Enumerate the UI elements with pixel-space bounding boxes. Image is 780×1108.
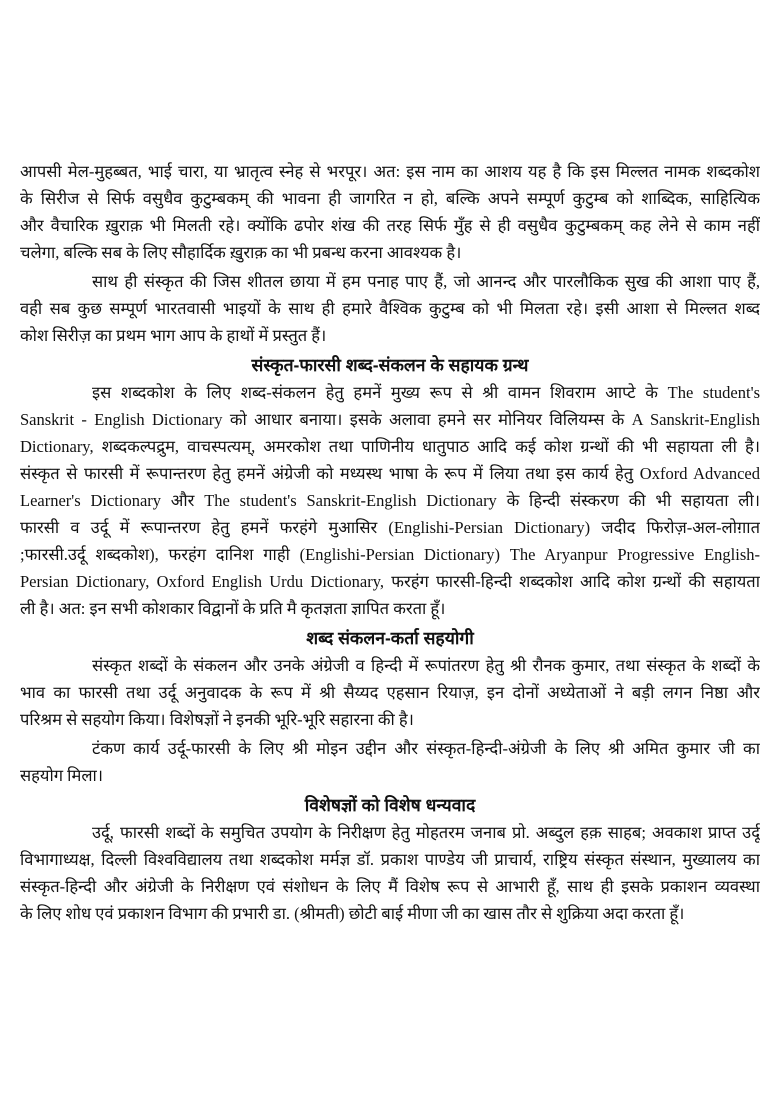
text-line: ली है। अत: इन सभी कोशकार विद्वानों के प्रति मै कृतज्ञता ज्ञापित करता हूँ। (20, 599, 446, 618)
text-line: फारसी व उर्दू में रूपान्तरण हेतु हमनें फरहंगे मुआसिर (Englishi-Persian Dictionary) जदीद फिरोज़-अल-लोग़ात (20, 518, 760, 537)
section-heading: शब्द संकलन-कर्ता सहयोगी (306, 628, 474, 648)
text-line: परिश्रम से सहयोग किया। विशेषज्ञों ने इनकी भूरि-भूरि सहारना की है। (20, 710, 414, 729)
text-line: साथ ही संस्कृत की जिस शीतल छाया में हम पनाह पाए हैं, जो आनन्द और पारलौकिक सुख की आशा पाए हैं, (92, 272, 760, 291)
paragraph (20, 268, 760, 349)
text-line: संस्कृत से फारसी में रूपान्तरण हेतु हमनें अंग्रेजी को मध्यस्थ भाषा के रूप में लिया तथा इस कार्य हेतु Oxford Advanced (20, 464, 760, 483)
section-heading: संस्कृत-फारसी शब्द-संकलन के सहायक ग्रन्थ (251, 355, 529, 375)
text-line: आपसी मेल-मुहब्बत, भाई चारा, या भ्रातृत्व स्नेह से भरपूर। अत: इस नाम का आशय यह है कि इस मिल्लत नामक शब्दकोश (20, 162, 760, 181)
text-line: सहयोग मिला। (20, 766, 104, 785)
paragraph (20, 735, 760, 789)
text-line: संस्कृत शब्दों के संकलन और उनके अंग्रेजी व हिन्दी में रूपांतरण हेतु श्री रौनक कुमार, तथा संस्कृत के शब्दों के (92, 656, 760, 675)
text-line: टंकण कार्य उर्दू-फारसी के लिए श्री मोइन उद्दीन और संस्कृत-हिन्दी-अंग्रेजी के लिए श्री अमित कुमार जी का (92, 739, 760, 758)
section-heading: विशेषज्ञों को विशेष धन्यवाद (304, 795, 476, 815)
text-line: Sanskrit - English Dictionary को आधार बनाया। इसके अलावा हमने सर मोनियर विलियम्स के A Sanskrit-English (20, 410, 760, 429)
text-line: वही सब कुछ सम्पूर्ण भारतवासी भाइयों के साथ ही हमारे वैश्विक कुटुम्ब को भी मिलता रहे। इसी आशा से मिल्लत शब्द (20, 299, 760, 318)
paragraph (20, 652, 760, 733)
paragraph (20, 379, 760, 622)
text-line: संस्कृत-हिन्दी और अंग्रेजी के निरीक्षण एवं संशोधन के लिए मैं विशेष रूप से आभारी हूँ, साथ ही इसके प्रकाशन व्यवस्था (20, 877, 760, 896)
text-line: के लिए शोध एवं प्रकाशन विभाग की प्रभारी डा. (श्रीमती) छोटी बाई मीणा जी का खास तौर से शुक्रिया अदा करता हूँ। (20, 904, 685, 923)
document-page (20, 158, 760, 929)
text-line: के सिरीज से सिर्फ वसुधैव कुटुम्बकम् की भावना ही जागरित न हो, बल्कि अपने सम्पूर्ण कुटुम्ब को शाब्दिक, साहित्यिक (20, 189, 760, 208)
text-line: चलेगा, बल्कि सब के लिए सौहार्दिक ख़ुराक़ का भी प्रबन्ध करना आवश्यक है। (20, 243, 462, 262)
text-line: ;फारसी.उर्दू शब्दकोश), फरहंग दानिश गाही (Englishi-Persian Dictionary) The Aryanpur Progressive English- (20, 545, 760, 564)
text-line: कोश सिरीज़ का प्रथम भाग आप के हाथों में प्रस्तुत हैं। (20, 326, 327, 345)
text-line: Dictionary, शब्दकल्पद्रुम, वाचस्पत्यम्, अमरकोश तथा पाणिनीय धातुपाठ आदि कई कोश ग्रन्थों की भी सहायता ली है। (20, 437, 760, 456)
paragraph (20, 819, 760, 927)
text-line: विभागाध्यक्ष, दिल्ली विश्वविद्यालय तथा शब्दकोश मर्मज्ञ डॉ. प्रकाश पाण्डेय जी प्राचार्य, राष्ट्रिय संस्कृत संस्थान, मुख्यालय का (20, 850, 760, 869)
text-line: इस शब्दकोश के लिए शब्द-संकलन हेतु हमनें मुख्य रूप से श्री वामन शिवराम आप्टे के The student's (92, 383, 760, 402)
text-line: Learner's Dictionary और The student's Sanskrit-English Dictionary के हिन्दी संस्करण की भी सहायता ली। (20, 491, 760, 510)
text-line: भाव का फारसी तथा उर्दू अनुवादक के रूप में श्री सैय्यद एहसान रियाज़, इन दोनों अध्येताओं ने बड़ी लगन निष्ठा और (20, 683, 760, 702)
text-line: Persian Dictionary, Oxford English Urdu Dictionary, फरहंग फारसी-हिन्दी शब्दकोश आदि कोश ग्रन्थों की सहायता (20, 572, 760, 591)
text-line: और वैचारिक ख़ुराक़ भी मिलती रहे। क्योंकि ढपोर शंख की तरह सिर्फ मुँह से ही वसुधैव कुटुम्बकम् कह लेने से काम नहीं (20, 216, 760, 235)
text-line: उर्दू, फारसी शब्दों के समुचित उपयोग के निरीक्षण हेतु मोहतरम जनाब प्रो. अब्दुल हक़ साहब; अवकाश प्राप्त उर्दू (92, 823, 760, 842)
paragraph-gap (20, 927, 760, 929)
paragraph (20, 158, 760, 266)
